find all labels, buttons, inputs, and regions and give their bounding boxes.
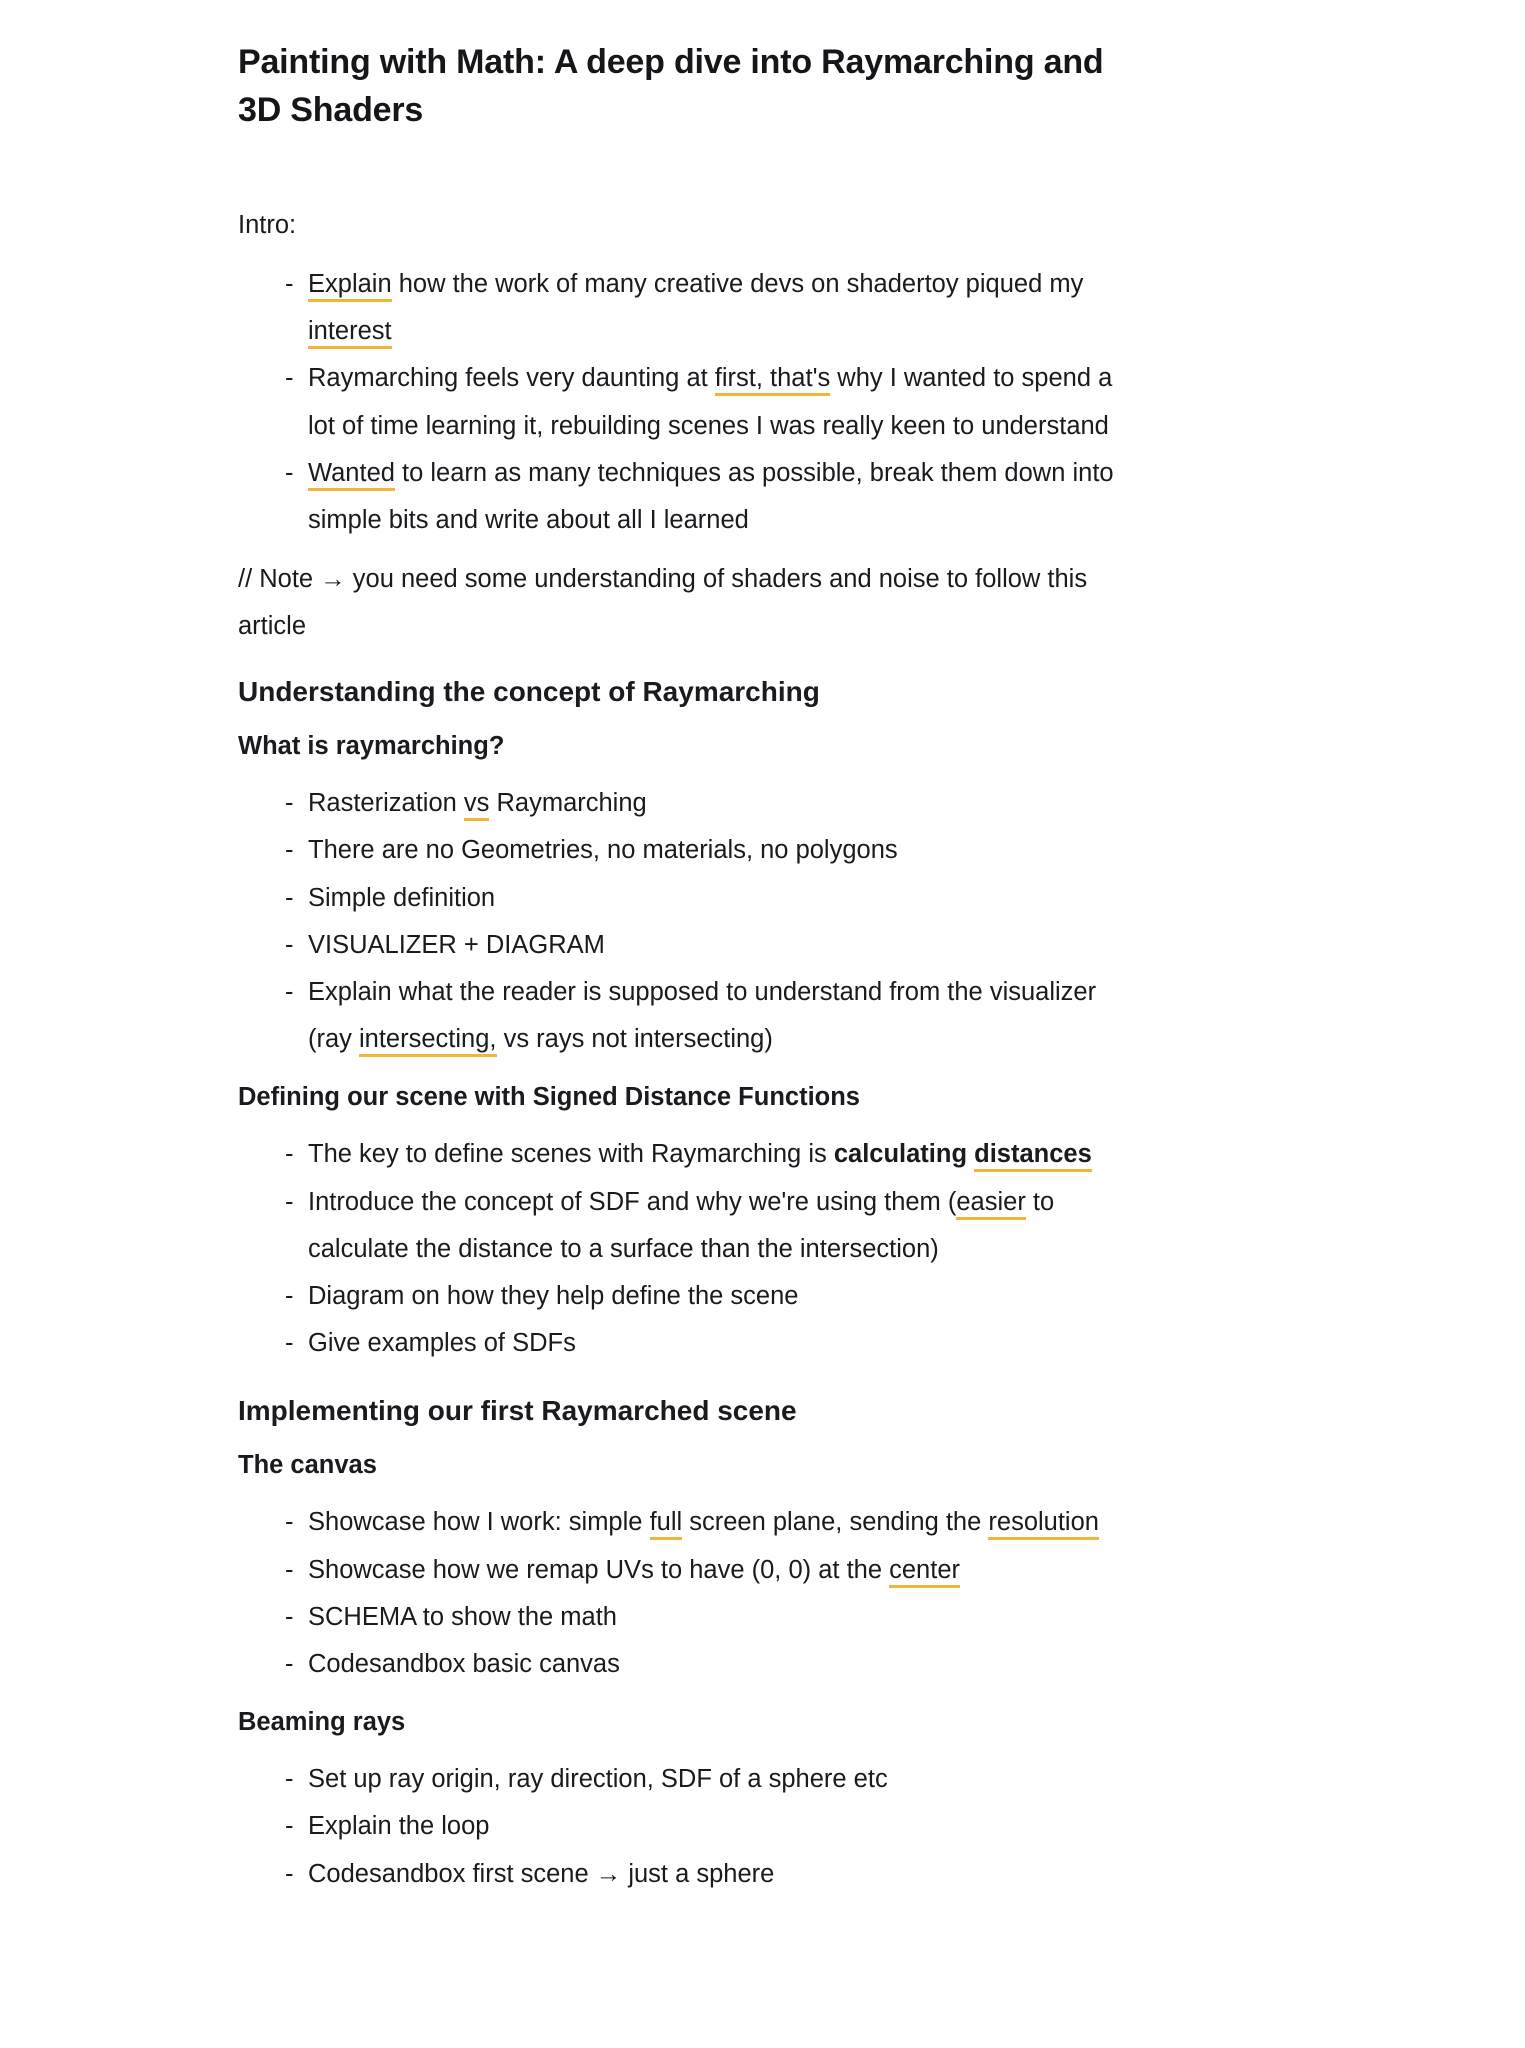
comment-highlight[interactable]: resolution xyxy=(988,1508,1099,1540)
list-item: - Diagram on how they help define the scene xyxy=(308,1273,1118,1320)
list-item: - SCHEMA to show the math xyxy=(308,1594,1118,1641)
list-item: - VISUALIZER + DIAGRAM xyxy=(308,922,1118,969)
section-heading: Understanding the concept of Raymarching xyxy=(238,676,820,708)
list-item: - There are no Geometries, no materials, no polygons xyxy=(308,827,1118,874)
comment-highlight[interactable]: vs xyxy=(464,789,490,821)
list-item: - Showcase how we remap UVs to have (0, 0) at the center xyxy=(308,1547,1118,1594)
bold-text: calculating xyxy=(833,1140,975,1169)
list-item: - Codesandbox basic canvas xyxy=(308,1641,1118,1688)
comment-highlight[interactable]: Explain xyxy=(308,270,392,302)
intro-list xyxy=(238,261,1118,544)
bullet-list xyxy=(238,1756,1118,1898)
comment-highlight[interactable]: easier xyxy=(956,1188,1025,1220)
list-item: - Wanted to learn as many techniques as possible, break them down into simple bits and write about all I learned xyxy=(308,450,1118,544)
subsection-heading: What is raymarching? xyxy=(238,732,505,761)
note-text: // Note → you need some understanding of shaders and noise to follow this article xyxy=(238,565,1088,641)
list-item: - Explain what the reader is supposed to understand from the visualizer (ray intersecting, vs rays not intersecting) xyxy=(308,969,1118,1063)
comment-highlight[interactable]: Wanted xyxy=(308,459,395,491)
list-item: - Set up ray origin, ray direction, SDF of a sphere etc xyxy=(308,1756,1118,1803)
subsection-heading: Beaming rays xyxy=(238,1708,406,1737)
bullet-list xyxy=(238,1131,1118,1367)
comment-highlight[interactable]: full xyxy=(650,1508,683,1540)
bullet-list xyxy=(238,1499,1118,1688)
document xyxy=(238,38,1118,1910)
subsection-heading: Defining our scene with Signed Distance Functions xyxy=(238,1083,860,1112)
section-heading: Implementing our first Raymarched scene xyxy=(238,1395,797,1427)
bullet-list xyxy=(238,780,1118,1063)
list-item: - Raymarching feels very daunting at first, that's why I wanted to spend a lot of time learning it, rebuilding scenes I was really keen to understand xyxy=(308,355,1118,449)
comment-highlight[interactable]: interest xyxy=(308,317,392,349)
subsection-heading: The canvas xyxy=(238,1451,377,1480)
comment-highlight[interactable]: first, that's xyxy=(715,364,830,396)
intro-label: Intro: xyxy=(238,211,297,239)
list-item: - Introduce the concept of SDF and why we're using them (easier to calculate the distance to a surface than the intersection) xyxy=(308,1179,1118,1273)
list-item: - Simple definition xyxy=(308,875,1118,922)
list-item: - Codesandbox first scene → just a sphere xyxy=(308,1851,1118,1898)
list-item: - The key to define scenes with Raymarching is calculating distances xyxy=(308,1131,1118,1178)
comment-highlight[interactable]: distances xyxy=(974,1140,1092,1172)
list-item: - Showcase how I work: simple full screen plane, sending the resolution xyxy=(308,1499,1118,1546)
comment-highlight[interactable]: center xyxy=(889,1556,960,1588)
list-item: - Explain the loop xyxy=(308,1803,1118,1850)
list-item: - Give examples of SDFs xyxy=(308,1320,1118,1367)
list-item: - Rasterization vs Raymarching xyxy=(308,780,1118,827)
page-title: Painting with Math: A deep dive into Raymarching and 3D Shaders xyxy=(238,43,1104,129)
list-item: - Explain how the work of many creative devs on shadertoy piqued my interest xyxy=(308,261,1118,355)
comment-highlight[interactable]: intersecting, xyxy=(359,1025,497,1057)
